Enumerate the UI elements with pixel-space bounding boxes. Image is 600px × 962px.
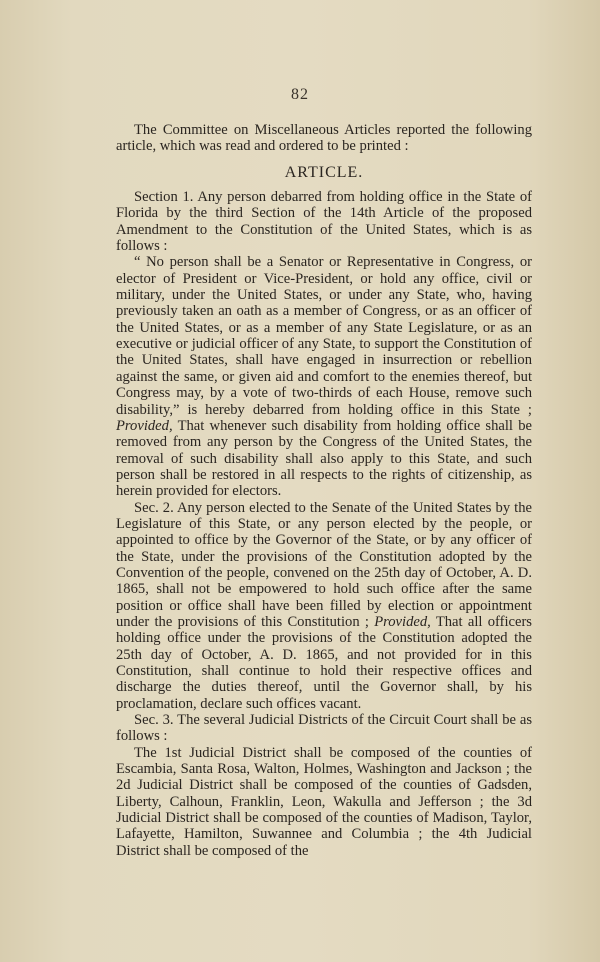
section-1-proviso-text: That whenever such disability from holding office shall be removed from any person by the Congress of the United States, the removal of such disability shall also apply to this State, and such person shall be restored in all respects to the rights of citizenship, as herein provided for electors. [116, 417, 532, 500]
article-heading: ARTICLE. [284, 163, 364, 181]
section-1-quote-paragraph [116, 254, 532, 499]
section-2-text: Sec. 2. Any person elected to the Senate of the United States by the Legislature of this State, or any person elected by the people, or appointed to office by the Governor of the State, or by any officer of the State, under the provisions of the Constitution adopted by the Convention of the people, convened on the 25th day of October, A. D. 1865, shall not be empowered to hold such office after the same position or office shall have been filled by election or appointment under the provisions of this Constitution ; [116, 499, 532, 630]
section-3-paragraph: Sec. 3. The several Judicial Districts of the Circuit Court shall be as follows : [116, 712, 532, 745]
judicial-districts-paragraph: The 1st Judicial District shall be composed of the counties of Escambia, Santa Rosa, Walton, Holmes, Washington and Jackson ; the 2d Judicial District shall be composed of the counties of Gadsden, Liberty, Calhoun, Franklin, Leon, Wakulla and Jefferson ; the 3d Judicial District shall be composed of the counties of Madison, Taylor, Lafayette, Hamilton, Suwannee and Columbia ; the 4th Judicial District shall be composed of the [116, 744, 532, 859]
intro-paragraph: The Committee on Miscellaneous Articles reported the following article, which was read and ordered to be printed : [116, 122, 532, 155]
section-1-paragraph: Section 1. Any person debarred from holding office in the State of Florida by the third Section of the 14th Article of the proposed Amendment to the Constitution of the United States, which is as follows : [116, 189, 532, 255]
body-text [116, 122, 532, 859]
section-2-paragraph [116, 500, 532, 712]
page-number: 82 [291, 86, 309, 103]
section-2-proviso-text: That all officers holding office under the provisions of the Constitution adopted the 25th day of October, A. D. 1865, and not provided for in this Constitution, shall continue to hold their respective offices and discharge the duties thereof, until the Governor shall, by his proclamation, declare such offices vacant. [116, 613, 532, 712]
provided-italic-1: Provided, [116, 417, 173, 434]
section-1-quote-text: “ No person shall be a Senator or Representative in Congress, or elector of President or Vice-President, or hold any office, civil or military, under the United States, or under any State, who, having previously taken an oath as a member of Congress, or as an officer of the United States, or as a member of any State Legislature, or as an executive or judicial officer of any State, to support the Constitution of the United States, shall have engaged in insurrection or rebellion against the same, or given aid and comfort to the enemies thereof, but Congress may, by a vote of two-thirds of each House, remove such disability,” is hereby debarred from holding office in this State ; [116, 254, 532, 418]
provided-italic-2: Provided, [374, 613, 431, 630]
